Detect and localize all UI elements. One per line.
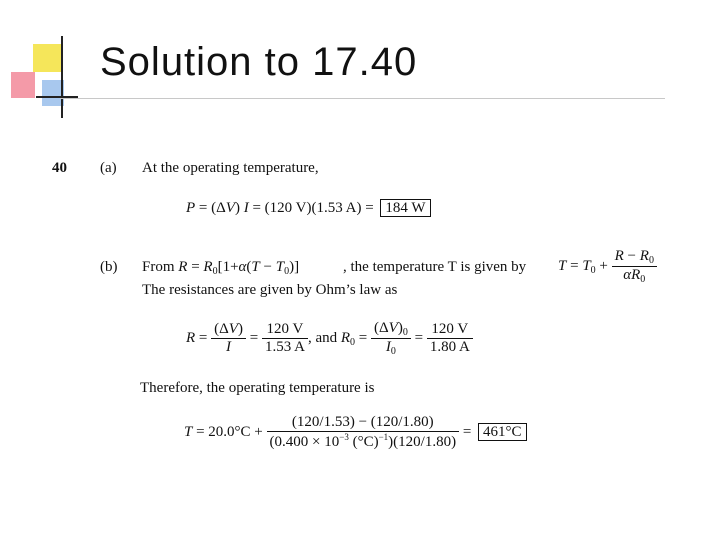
part-b-from: From $R = R_0[1+\alpha(T - T_0)]$ — [142, 259, 300, 277]
part-b-result: 461°C — [478, 423, 527, 441]
power-equation: P = (ΔV) I = (120 V)(1.53 A) = 184 W — [186, 200, 431, 217]
ohm-law-text: The resistances are given by Ohm’s law as — [142, 282, 398, 298]
problem-number: 40 — [52, 160, 67, 176]
title-divider — [60, 98, 665, 99]
part-a-intro: At the operating temperature, — [142, 160, 319, 176]
part-b-given: , the temperature T is given by — [343, 259, 527, 275]
slide-corner-decoration — [0, 0, 100, 130]
temperature-formula: $T = T_0$ + $\frac{R - R_0}{\alpha R_0}$ — [558, 248, 657, 285]
final-temperature-equation: T = 20.0°C + $\frac{(120/1.53) - (120/1.80)}{(0.400 \times 10^{-3} (^\circ C)^{-1})(120/1.80)}$ = 461°C — [184, 414, 527, 451]
part-b-from-text: From — [142, 259, 175, 275]
therefore-text: Therefore, the operating temperature is — [140, 380, 375, 396]
slide-title: Solution to 17.40 — [100, 40, 418, 84]
resistance-equations: R = $\frac{(\Delta V)}{I}$ = $\frac{120 V}{1.53 A}$ , and $R_0$ = $\frac{(\Delta V)_0}{I_0}$ = $\frac{120 V}{1.80 A}$ — [186, 320, 473, 357]
part-a-result: 184 W — [380, 199, 430, 217]
part-b-label: (b) — [100, 259, 118, 275]
part-a-label: (a) — [100, 160, 117, 176]
